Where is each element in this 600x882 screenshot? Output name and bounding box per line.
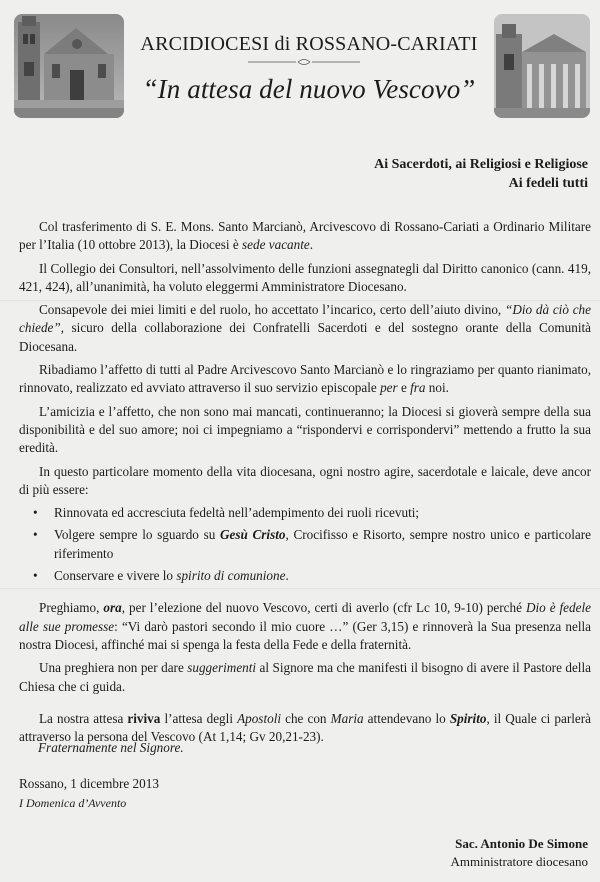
church-image (494, 14, 590, 118)
closing-greeting: Fraternamente nel Signore. (38, 740, 184, 755)
letter-tagline: “In attesa del nuovo Vescovo” (142, 74, 476, 104)
paragraph-3: Consapevole dei miei limiti e del ruolo, ho accettato l’incarico, certo dell’aiuto divino, “Dio dà ciò che chiede”, sicuro della collaborazione dei Confratelli Sacerdoti e del sostegno orante della Comunità Diocesana. (19, 302, 591, 354)
bullet-icon: • (33, 568, 38, 584)
list-item: • Rinnovata ed accresciuta fedeltà nell’adempimento dei ruoli ricevuti; (19, 504, 591, 522)
commitments-list (19, 504, 591, 585)
list-item: • Volgere sempre lo sguardo su Gesù Cristo, Crocifisso e Risorto, sempre nostro unico e particolare riferimento (33, 527, 591, 561)
paragraph-1: Col trasferimento di S. E. Mons. Santo Marcianò, Arcivescovo di Rossano-Cariati a Ordinario Militare per l’Italia (10 ottobre 2013), la Diocesi è sede vacante. (19, 219, 591, 253)
paper-fold (0, 588, 600, 589)
addressee-faithful: Ai fedeli tutti (508, 176, 588, 191)
signatory-role: Amministratore diocesano (450, 854, 588, 869)
paragraph-5: L’amicizia e l’affetto, che non sono mai mancati, continueranno; la Diocesi si gioverà sempre della sua disponibilità e del suo amore; noi ci impegniamo a “rispondervi e corrispondervi” mettendo a frutto la sua eredità. (19, 403, 591, 456)
paragraph-7: Preghiamo, ora, per l’elezione del nuovo Vescovo, certi di averlo (cfr Lc 10, 9-10) perché Dio è fedele alle sue promesse: “Vi darò pastori secondo il mio cuore …” (Ger 3,15) e rinnoverà la Sua presenza nella nostra Diocesi, affinché mai si spenga la festa della Fede e della fraternità. (19, 600, 591, 652)
paper-fold (0, 300, 600, 301)
paragraph-9: La nostra attesa riviva l’attesa degli Apostoli che con Maria attendevano lo Spirito, il Quale ci parlerà attraverso la persona del Vescovo (At 1,14; Gv 20,21-23). (19, 710, 592, 745)
liturgical-day: I Domenica d’Avvento (19, 796, 127, 810)
addressee-clergy: Ai Sacerdoti, ai Religiosi e Religiose (374, 157, 588, 172)
letter-body (19, 218, 591, 751)
addressees (374, 155, 588, 193)
paragraph-4: Ribadiamo l’affetto di tutti al Padre Arcivescovo Santo Marcianò e lo ringraziamo per quanto rianimato, rinnovato, realizzato ed avviato attraverso il suo servizio episcopale per e fra noi. (19, 362, 591, 396)
bullet-icon: • (33, 505, 38, 521)
ornament-divider (248, 57, 360, 67)
paragraph-6: In questo particolare momento della vita diocesana, ogni nostro agire, sacerdotale e laicale, deve ancor di più essere: (19, 463, 591, 497)
cathedral-photo (14, 14, 124, 118)
paragraph-8: Una preghiera non per dare suggerimenti al Signore ma che manifesti il bisogno di avere il Pastore della Chiesa che ci guida. (19, 660, 591, 694)
list-item: • Conservare e vivere lo spirito di comunione. (19, 567, 591, 585)
diocese-name: ARCIDIOCESI di ROSSANO-CARIATI (140, 33, 478, 55)
church-photo (494, 14, 590, 118)
cathedral-image (14, 14, 124, 118)
paragraph-2: Il Collegio dei Consultori, nell’assolvimento delle funzioni assegnategli dal Diritto canonico (cann. 419, 421, 424), all’unanimità, ha voluto eleggermi Amministratore Diocesano. (19, 260, 591, 294)
place-date: Rossano, 1 dicembre 2013 (19, 776, 159, 791)
bullet-icon: • (33, 527, 38, 543)
signature-block (450, 835, 588, 871)
signatory-name: Sac. Antonio De Simone (455, 836, 588, 851)
